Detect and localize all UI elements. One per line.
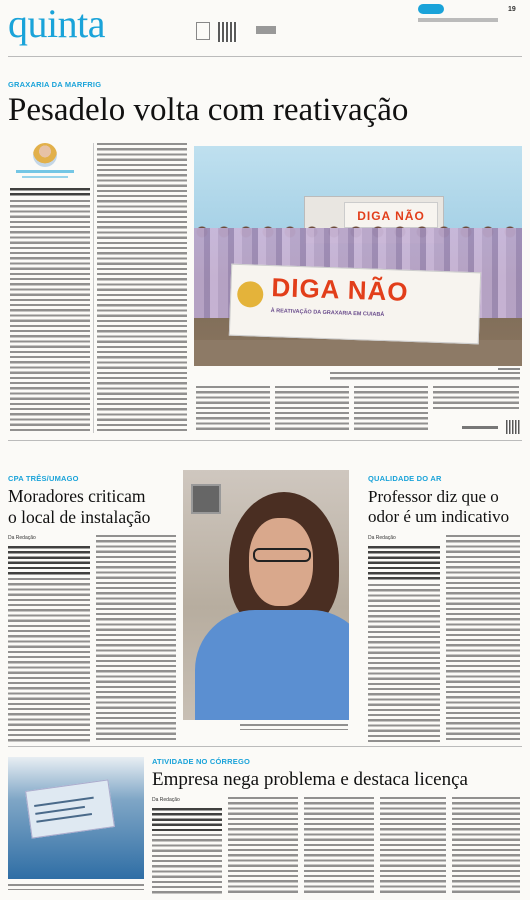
- banner-logo-icon: [237, 281, 264, 308]
- banner-subtitle: À REATIVAÇÃO DA GRAXARIA EM CUIABÁ: [270, 308, 385, 319]
- bottom-story-byline: Da Redação: [152, 797, 180, 803]
- banner-main: [229, 264, 481, 345]
- bottom-story-kicker: ATIVIDADE NO CÓRREGO: [152, 757, 251, 766]
- protest-photo-caption: [330, 372, 520, 382]
- qr-caption: [462, 426, 498, 429]
- right-story-byline: Da Redação: [368, 535, 396, 541]
- bottom-story-headline: Empresa nega problema e destaca licença: [152, 769, 468, 790]
- left-story-headline-2: o local de instalação: [8, 507, 151, 527]
- top-story-kicker: GRAXARIA DA MARFRIG: [8, 80, 102, 89]
- publication-date: [418, 18, 498, 22]
- right-story-headline-2: odor é um indicativo: [368, 507, 510, 526]
- banner-small-text: DIGA NÃO: [357, 209, 425, 223]
- left-story-lead: [8, 546, 90, 576]
- interview-photo: [183, 470, 349, 720]
- sign-line: [34, 797, 94, 807]
- left-story-byline: Da Redação: [8, 535, 36, 541]
- section-title: quinta: [8, 1, 105, 46]
- logo-icon: [418, 4, 444, 14]
- protest-photo: [194, 146, 522, 366]
- qr-code-icon: [218, 22, 238, 42]
- article-column-3: [196, 386, 270, 432]
- phone-icon: [196, 22, 210, 40]
- bottom-story-column-2: [228, 797, 298, 894]
- right-story-lead: [368, 546, 440, 582]
- left-story-column-2: [96, 535, 176, 742]
- right-story-column-1: [368, 584, 440, 742]
- right-story-column-2: [446, 535, 520, 742]
- shirt: [195, 610, 349, 720]
- sign-panel: [25, 779, 115, 838]
- bottom-story-lead: [152, 808, 222, 832]
- top-story-headline: Pesadelo volta com reativação: [8, 92, 409, 128]
- sign-photo: [8, 757, 144, 879]
- info-icon: [256, 26, 276, 34]
- interview-photo-caption: [240, 724, 348, 730]
- bottom-story-column-1: [152, 834, 222, 894]
- bottom-section-rule: [8, 746, 522, 747]
- sign-photo-caption: [8, 884, 144, 890]
- sign-line: [35, 806, 85, 815]
- column-divider: [93, 143, 94, 433]
- right-story-kicker: QUALIDADE DO AR: [368, 474, 442, 483]
- publication-logo: [418, 4, 444, 14]
- bottom-story-column-5: [452, 797, 520, 894]
- author-name: [16, 170, 74, 173]
- window: [191, 484, 221, 514]
- bottom-story-column-4: [380, 797, 446, 894]
- left-story-column-1: [8, 578, 90, 742]
- banner-main-text: DIGA NÃO: [271, 272, 410, 307]
- left-story-headline-1: Moradores criticam: [8, 486, 146, 506]
- lead-text: [10, 188, 90, 196]
- masthead-rule: [8, 56, 522, 57]
- masthead-icons: [170, 22, 290, 44]
- section-rule: [8, 440, 522, 441]
- sign-line: [36, 813, 92, 823]
- article-column-6: [433, 386, 519, 412]
- bottom-story-column-3: [304, 797, 374, 894]
- left-story-kicker: CPA TRÊS/UMAGO: [8, 474, 79, 483]
- page-number: 19: [508, 6, 516, 13]
- article-column-4: [275, 386, 349, 432]
- article-column-2: [97, 143, 187, 433]
- glasses: [253, 548, 311, 562]
- author-avatar: [33, 143, 57, 167]
- article-column-1: [10, 200, 90, 432]
- article-column-5: [354, 386, 428, 432]
- qr-code-small-icon: [506, 420, 520, 434]
- author-role: [22, 176, 68, 178]
- face: [249, 518, 313, 606]
- photo-credit: [498, 368, 520, 370]
- right-story-headline-1: Professor diz que o: [368, 487, 499, 506]
